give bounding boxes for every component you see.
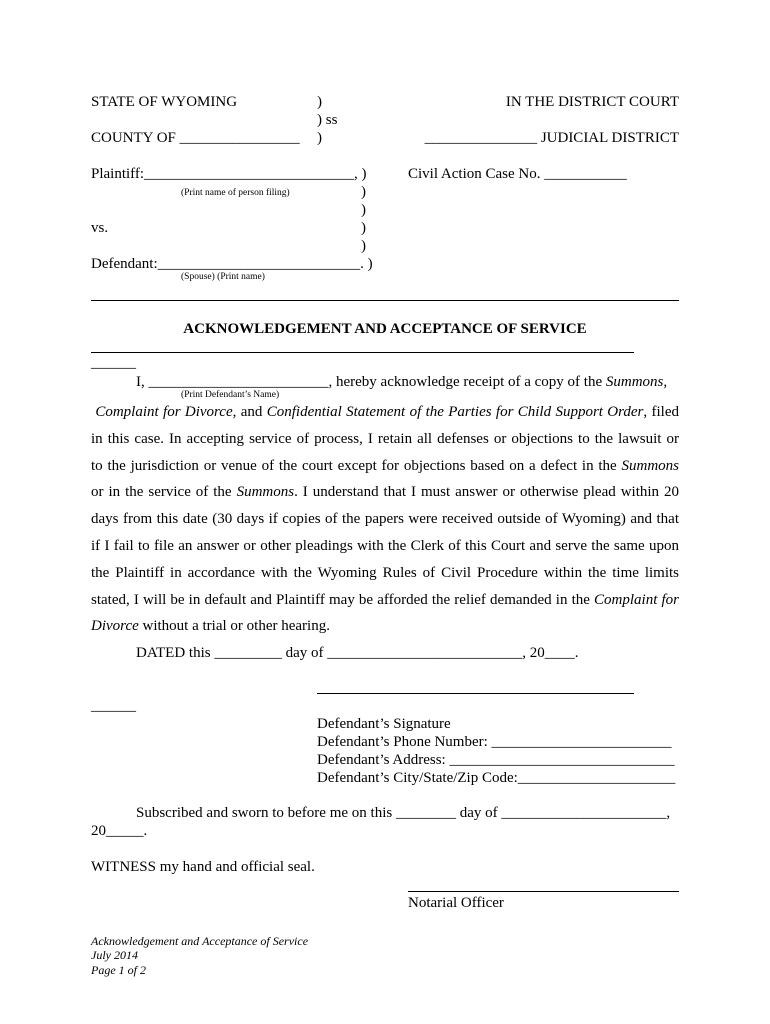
body-line-10: Divorce without a trial or other hearing.: [91, 618, 330, 634]
body-line-3: in this case. In accepting service of process, I retain all defenses or objections to the lawsuit or: [91, 431, 679, 447]
caption-ss: ) ss: [317, 112, 338, 128]
footer-form-name: Acknowledgement and Acceptance of Service: [91, 934, 309, 948]
defendant-line: Defendant:___________________________. ): [91, 256, 373, 272]
body-line-4: to the jurisdiction or venue of the court except for objections based on a defect in the Summons: [91, 458, 679, 474]
signature-rule: [317, 693, 634, 694]
dated-line: DATED this _________ day of __________________________, 20____.: [136, 645, 579, 661]
body-line-6: days from this date (30 days if copies of the papers were received outside of Wyoming) and that: [91, 511, 679, 527]
case-number-label: Civil Action Case No. ___________: [408, 166, 627, 182]
caption-paren: ): [317, 130, 322, 146]
notary-rule: [408, 891, 679, 892]
defendant-note: (Spouse) (Print name): [181, 272, 265, 282]
body-line-8: the Plaintiff in accordance with the Wyoming Rules of Civil Procedure within the time limits: [91, 565, 679, 581]
caption-paren: ): [361, 238, 366, 254]
plaintiff-line: Plaintiff:____________________________, ): [91, 166, 367, 182]
title-rule: [91, 352, 634, 353]
subscribed-line: Subscribed and sworn to before me on this ________ day of ______________________,: [136, 805, 671, 821]
document-title: ACKNOWLEDGEMENT AND ACCEPTANCE OF SERVICE: [183, 321, 587, 337]
state-label: STATE OF WYOMING: [91, 94, 238, 110]
caption-divider: [91, 300, 679, 301]
short-rule: ______: [91, 698, 136, 714]
body-line-5: or in the service of the Summons. I understand that I must answer or otherwise plead within 20: [91, 484, 679, 500]
court-label: IN THE DISTRICT COURT: [505, 94, 679, 110]
vs-label: vs.: [91, 220, 109, 236]
notary-label: Notarial Officer: [408, 895, 504, 911]
body-line-2: Complaint for Divorce, and Confidential Statement of the Parties for Child Support Order, filed: [95, 404, 679, 420]
caption-paren: ): [361, 184, 366, 200]
footer-page: Page 1 of 2: [91, 963, 146, 977]
caption-paren: ): [361, 202, 366, 218]
body-line-9: stated, I will be in default and Plaintiff may be afforded the relief demanded in the Complaint for: [91, 592, 679, 608]
subscribed-year: 20_____.: [91, 823, 148, 839]
body-line-7: if I fail to file an answer or other pleadings with the Clerk of this Court and serve the same upon: [91, 538, 679, 554]
caption-paren: ): [361, 220, 366, 236]
witness-line: WITNESS my hand and official seal.: [91, 859, 315, 875]
footer-date: July 2014: [91, 948, 138, 962]
phone-field-label: Defendant’s Phone Number: ________________________: [317, 734, 672, 750]
plaintiff-note: (Print name of person filing): [181, 188, 290, 198]
address-field-label: Defendant’s Address: ______________________________: [317, 752, 675, 768]
signature-label: Defendant’s Signature: [317, 716, 451, 732]
caption-paren: ): [317, 94, 322, 110]
county-label: COUNTY OF ________________: [91, 130, 300, 146]
city-field-label: Defendant’s City/State/Zip Code:_____________________: [317, 770, 676, 786]
judicial-district-label: _______________ JUDICIAL DISTRICT: [424, 130, 679, 146]
body-line-1: I, ________________________, hereby acknowledge receipt of a copy of the Summons,: [136, 374, 668, 390]
short-rule: ______: [91, 355, 136, 371]
print-defendant-note: (Print Defendant’s Name): [181, 390, 280, 400]
